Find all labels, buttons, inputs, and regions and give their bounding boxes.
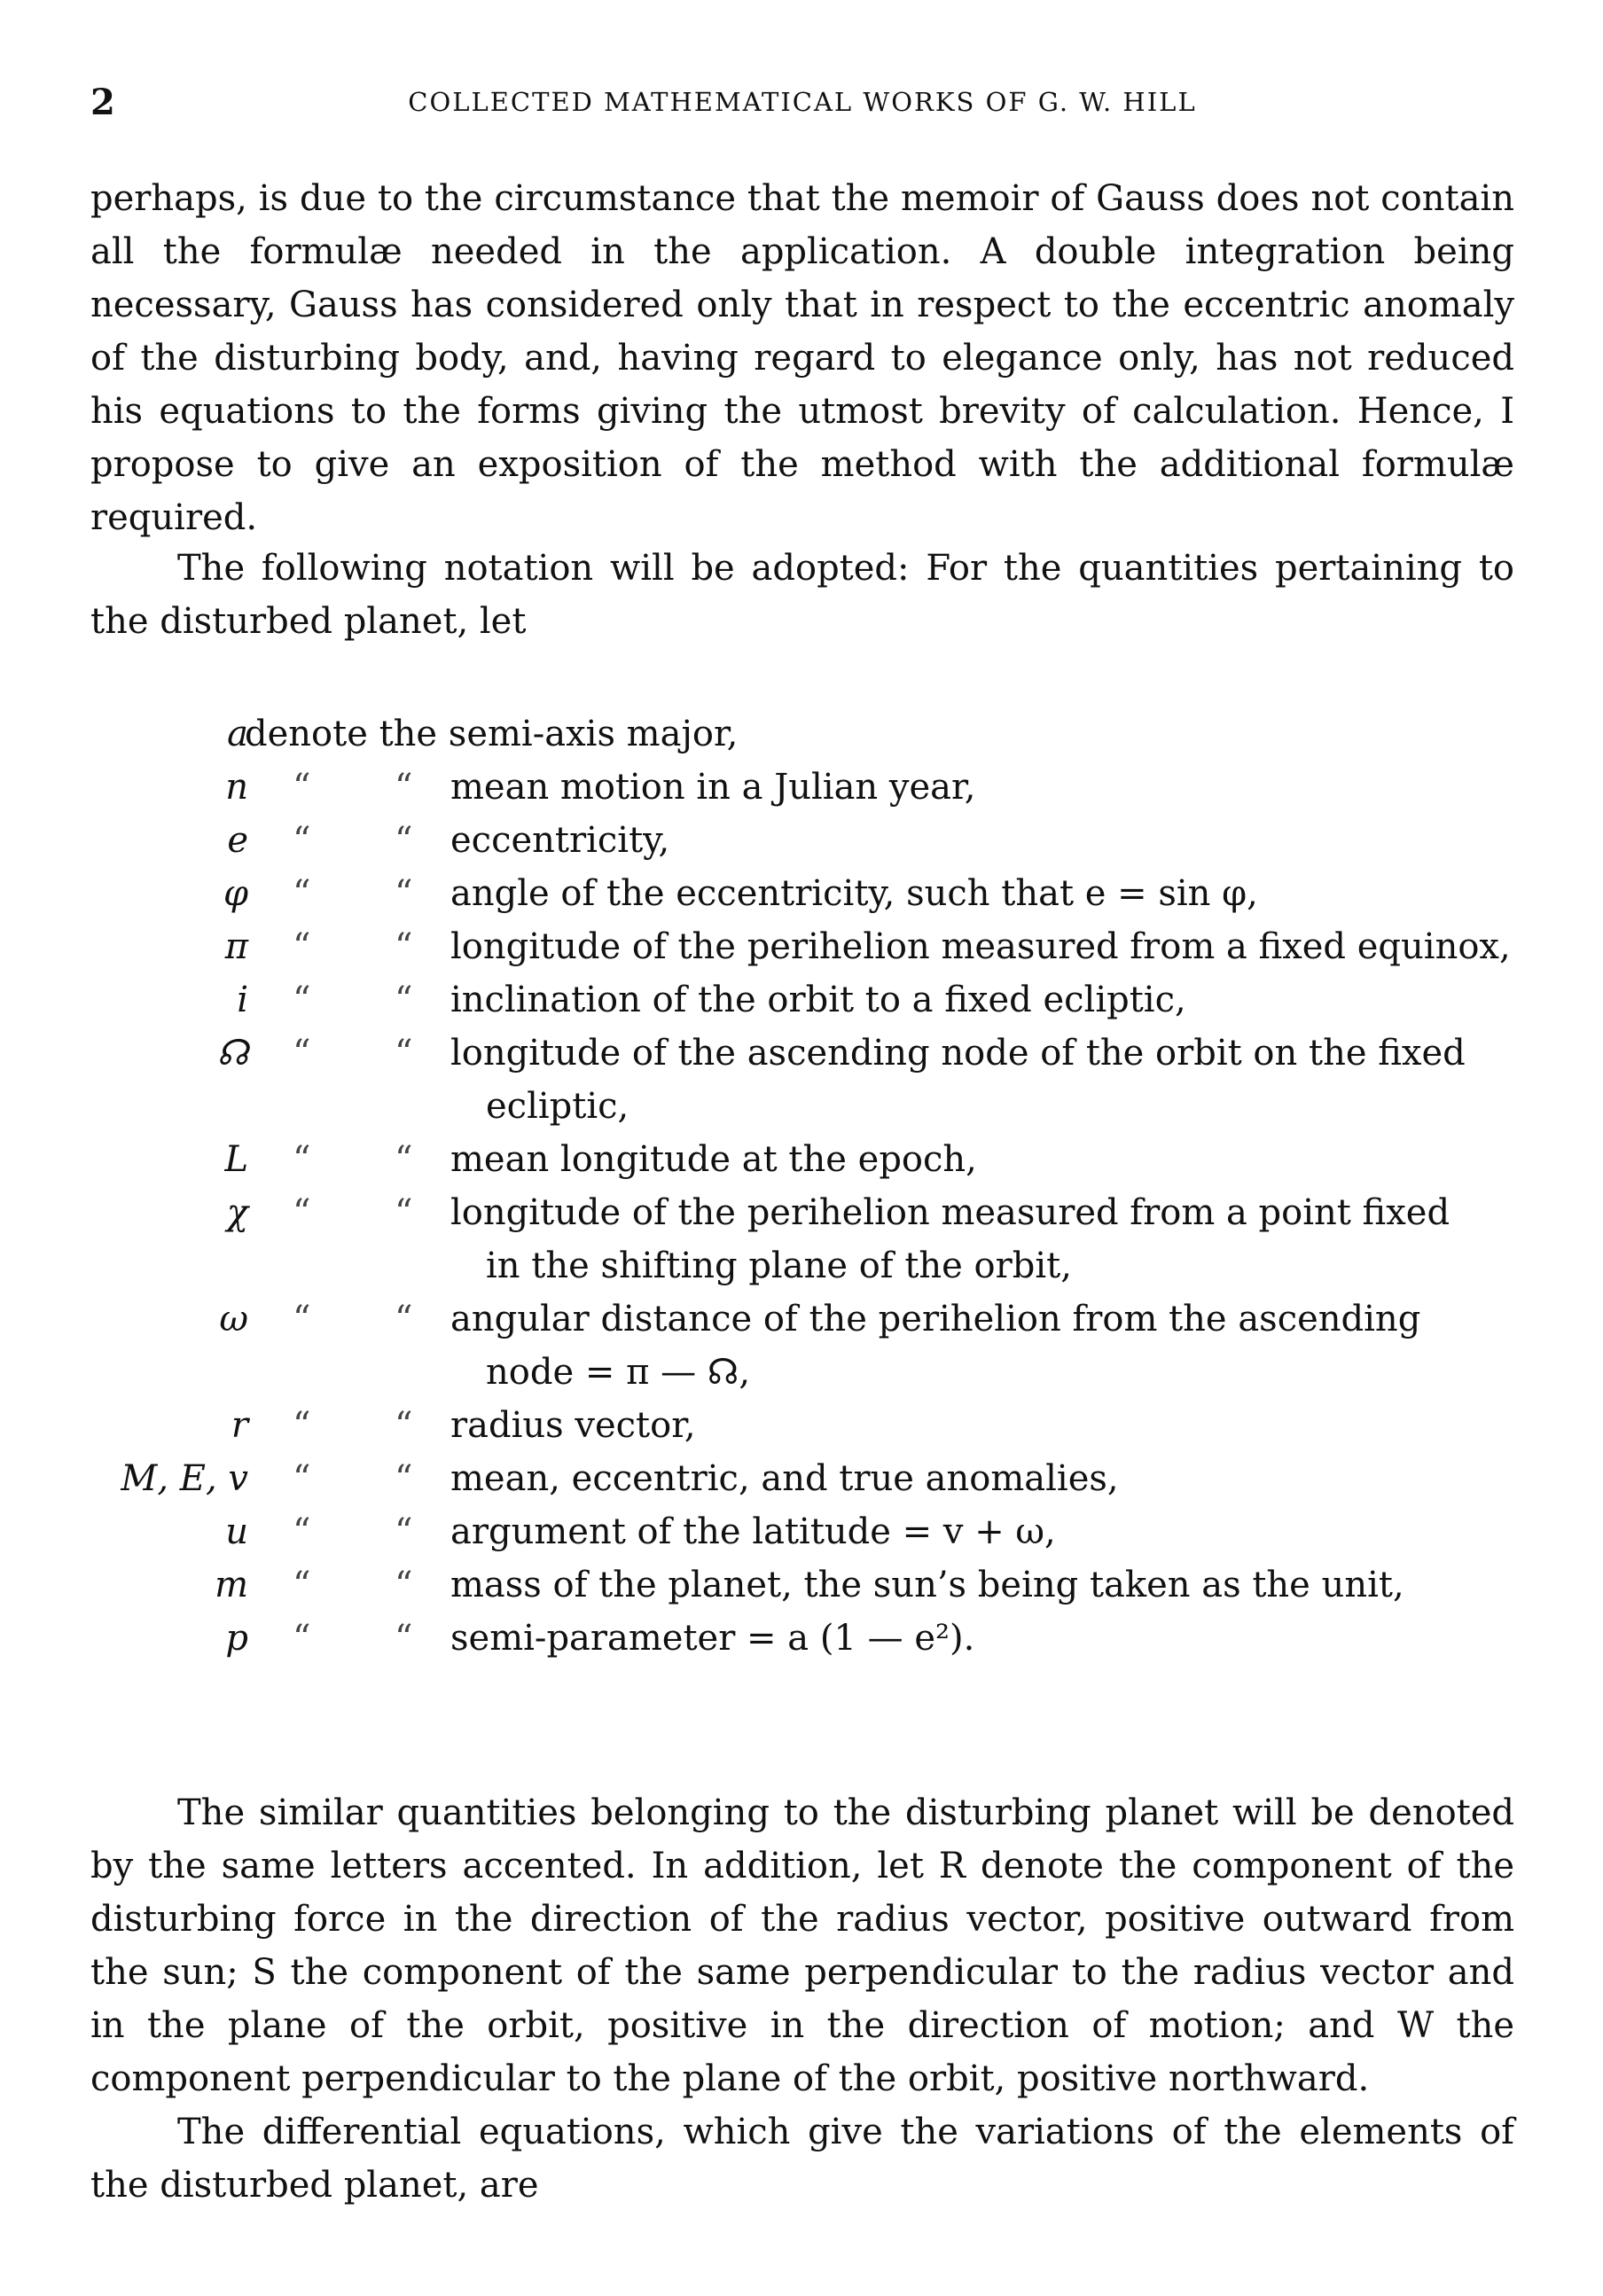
notation-description: angular distance of the perihelion from the ascending — [450, 1299, 1421, 1339]
notation-symbol: e — [227, 820, 248, 861]
ditto-mark: “ — [293, 980, 311, 1020]
differential-equations-paragraph: The differential equations, which give the variations of the elements of the disturbed planet, are — [90, 2112, 1514, 2206]
notation-continuation: in the shifting plane of the orbit, — [486, 1246, 1072, 1286]
ditto-mark: “ — [293, 820, 311, 861]
notation-row — [0, 1292, 1603, 1346]
notation-row — [0, 920, 1603, 973]
notation-description: longitude of the perihelion measured from a fixed equinox, — [450, 926, 1511, 967]
notation-symbol: m — [215, 1565, 248, 1605]
notation-description: mass of the planet, the sun’s being taken as the unit, — [450, 1565, 1404, 1605]
notation-row — [0, 814, 1603, 867]
ditto-mark: “ — [395, 1511, 413, 1552]
notation-row — [0, 1027, 1603, 1080]
ditto-mark: “ — [293, 1192, 311, 1233]
ditto-mark: “ — [293, 1618, 311, 1659]
ditto-mark: “ — [293, 1033, 311, 1074]
notation-description: mean longitude at the epoch, — [450, 1139, 977, 1180]
notation-intro-paragraph: The following notation will be adopted: For the quantities pertaining to the disturbed planet, let — [90, 548, 1514, 642]
ditto-mark: “ — [293, 1405, 311, 1446]
notation-row — [0, 973, 1603, 1027]
ditto-mark: “ — [395, 1458, 413, 1499]
notation-description: angle of the eccentricity, such that e = sin φ, — [450, 873, 1258, 914]
notation-row — [0, 1186, 1603, 1239]
notation-description: longitude of the perihelion measured from a point fixed — [450, 1192, 1451, 1233]
ditto-mark: “ — [395, 1192, 413, 1233]
ditto-mark: “ — [293, 1511, 311, 1552]
notation-symbol: i — [237, 980, 248, 1020]
notation-symbol: ☊ — [216, 1033, 248, 1074]
notation-row — [0, 1558, 1603, 1612]
notation-continuation: ecliptic, — [486, 1086, 629, 1127]
notation-symbol: ω — [219, 1299, 248, 1339]
page-header — [90, 82, 1514, 126]
notation-description: mean, eccentric, and true anomalies, — [450, 1458, 1119, 1499]
notation-description: longitude of the ascending node of the orbit on the fixed — [450, 1033, 1466, 1074]
ditto-mark: “ — [395, 1033, 413, 1074]
notation-row — [0, 867, 1603, 920]
notation-description: mean motion in a Julian year, — [450, 767, 976, 808]
notation-symbol: χ — [226, 1192, 248, 1233]
ditto-mark: “ — [395, 1405, 413, 1446]
ditto-mark: “ — [395, 1139, 413, 1180]
notation-description: denote the semi-axis major, — [245, 714, 739, 754]
ditto-mark: “ — [395, 1618, 413, 1659]
notation-symbol: M, E, v — [121, 1458, 248, 1499]
notation-row — [0, 707, 1603, 761]
intro-paragraph: perhaps, is due to the circumstance that the memoir of Gauss does not contain all the formulæ needed in the application. A double integration being necessary, Gauss has considered only that in respect to the eccentric anomaly of the disturbing body, and, having regard to elegance only, has not reduced his equations to the forms giving the utmost brevity of calculation. Hence, I propose to give an exposition of the method with the additional formulæ required. — [90, 178, 1514, 538]
notation-row — [0, 761, 1603, 814]
notation-description: eccentricity, — [450, 820, 670, 861]
ditto-mark: “ — [395, 926, 413, 967]
ditto-mark: “ — [395, 1565, 413, 1605]
ditto-mark: “ — [293, 1458, 311, 1499]
ditto-mark: “ — [395, 980, 413, 1020]
notation-row-continuation — [0, 1080, 1603, 1133]
notation-symbol: n — [225, 767, 248, 808]
notation-row — [0, 1133, 1603, 1186]
notation-row — [0, 1452, 1603, 1505]
notation-symbol: r — [231, 1405, 248, 1446]
notation-description: semi-parameter = a (1 — e²). — [450, 1618, 975, 1659]
notation-row-continuation — [0, 1346, 1603, 1399]
notation-row — [0, 1399, 1603, 1452]
notation-row — [0, 1505, 1603, 1558]
disturbing-planet-paragraph: The similar quantities belonging to the disturbing planet will be denoted by the same letters accented. In addition, let R denote the component of the disturbing force in the direction of the radius vector, positive outward from the sun; S the component of the same perpendicular to the radius vector and in the plane of the orbit, positive in the direction of motion; and W the component perpendicular to the plane of the orbit, positive northward. — [90, 1792, 1514, 2099]
running-head: COLLECTED MATHEMATICAL WORKS OF G. W. HILL — [408, 87, 1197, 117]
ditto-mark: “ — [293, 873, 311, 914]
ditto-mark: “ — [395, 1299, 413, 1339]
ditto-mark: “ — [293, 1299, 311, 1339]
ditto-mark: “ — [293, 1565, 311, 1605]
ditto-mark: “ — [293, 926, 311, 967]
ditto-mark: “ — [293, 767, 311, 808]
notation-symbol: p — [225, 1618, 248, 1659]
notation-description: argument of the latitude = v + ω, — [450, 1511, 1056, 1552]
notation-description: inclination of the orbit to a fixed ecliptic, — [450, 980, 1186, 1020]
notation-symbol: u — [225, 1511, 248, 1552]
page-number: 2 — [90, 82, 115, 123]
ditto-mark: “ — [395, 767, 413, 808]
ditto-mark: “ — [395, 820, 413, 861]
notation-symbol: π — [224, 926, 248, 967]
notation-symbol: L — [224, 1139, 248, 1180]
notation-description: radius vector, — [450, 1405, 696, 1446]
notation-row-continuation — [0, 1239, 1603, 1292]
notation-row — [0, 1612, 1603, 1665]
notation-list — [0, 707, 1603, 1709]
ditto-mark: “ — [293, 1139, 311, 1180]
notation-symbol: a — [227, 714, 248, 754]
notation-symbol: φ — [223, 873, 248, 914]
ditto-mark: “ — [395, 873, 413, 914]
notation-continuation: node = π — ☊, — [486, 1352, 751, 1393]
